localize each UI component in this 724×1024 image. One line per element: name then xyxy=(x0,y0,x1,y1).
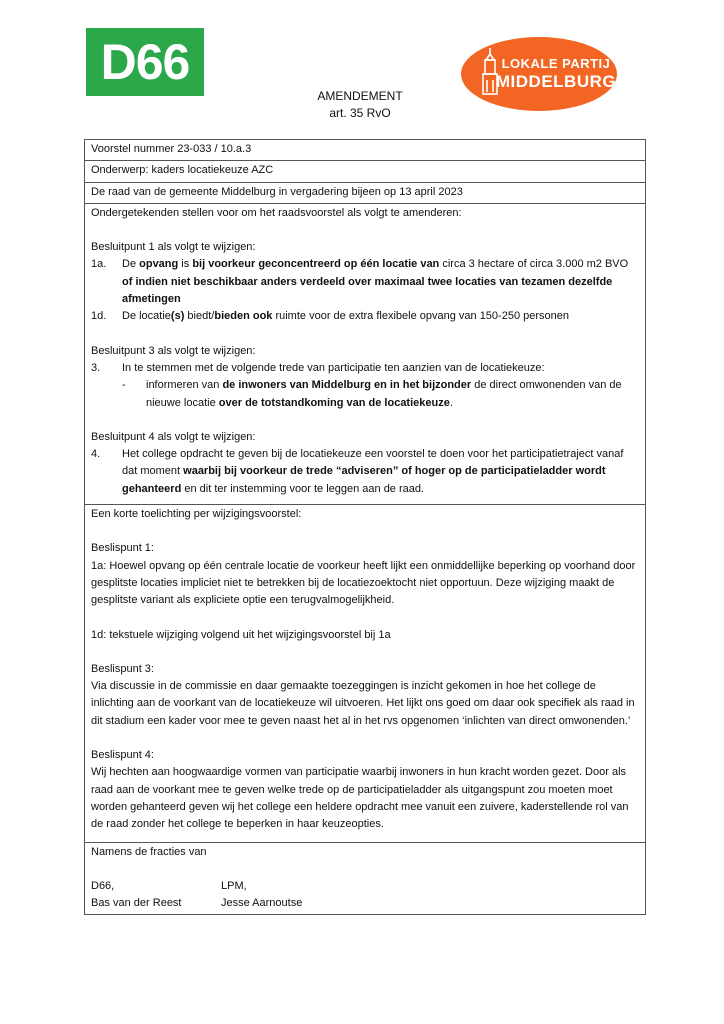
item-text: In te stemmen met de volgende trede van participatie ten aanzien van de locatiekeuze: xyxy=(122,361,545,374)
explanation-intro: Een korte toelichting per wijzigingsvoorstel: xyxy=(91,508,302,521)
beslispunt-3-text: Via discussie in de commissie en daar gemaakte toezeggingen is inzicht gekomen in hoe het college de inlichting aan de voorkant van de locatiekeuze wil uitvoeren. Het lijkt ons goed om daar ook specifiek als raad in dit stadium een kader voor mee te geven naast het al in het rvs opgenomen ‘inlichten van direct omwonenden.’ xyxy=(91,680,635,727)
item-3 xyxy=(91,360,639,377)
council-meeting-row: De raad van de gemeente Middelburg in vergadering bijeen op 13 april 2023 xyxy=(85,183,645,204)
item-1d xyxy=(91,308,639,325)
document-subtitle: art. 35 RvO xyxy=(329,106,391,120)
beslispunt-4-heading: Beslispunt 4: xyxy=(91,749,154,762)
svg-text:MIDDELBURG: MIDDELBURG xyxy=(495,72,617,91)
amendment-table xyxy=(84,139,646,915)
document-heading xyxy=(280,88,440,122)
besluitpunt-1-heading: Besluitpunt 1 als volgt te wijzigen: xyxy=(91,241,256,254)
amendment-intro: Ondergetekenden stellen voor om het raadsvoorstel als volgt te amenderen: xyxy=(91,206,462,219)
item-number: 3. xyxy=(91,361,101,374)
signature-names xyxy=(91,895,639,912)
amendment-body xyxy=(85,204,645,505)
proposal-number-row: Voorstel nummer 23-033 / 10.a.3 xyxy=(85,140,645,161)
d66-logo-text: D66 xyxy=(100,34,190,90)
subitem-text: informeren van de inwoners van Middelburg en in het bijzonder de direct omwonenden van de nieuwe locatie over de totstandkoming van de locatiekeuze. xyxy=(146,379,622,409)
signatures-section xyxy=(85,843,645,915)
lokale-partij-middelburg-logo xyxy=(460,36,618,112)
beslispunt-1d-text: 1d: tekstuele wijziging volgend uit het wijzigingsvoorstel bij 1a xyxy=(91,628,391,641)
bullet-dash: - xyxy=(122,379,126,392)
svg-text:LOKALE PARTIJ: LOKALE PARTIJ xyxy=(501,56,611,71)
besluitpunt-3-heading: Besluitpunt 3 als volgt te wijzigen: xyxy=(91,344,256,357)
signature-parties xyxy=(91,878,639,895)
beslispunt-4-text: Wij hechten aan hoogwaardige vormen van participatie waarbij inwoners in hun kracht worden gezet. Door als raad aan de voorkant mee te geven welke trede op de participatieladder als uitgangspunt zou moeten moet worden gehanteerd geven wij het college een heldere opdracht mee vanuit een zuivere, kaderstellende rol van de raad zonder het college te beperken in haar keuzeopties. xyxy=(91,766,629,831)
signatures-intro: Namens de fracties van xyxy=(91,845,207,858)
item-text: De opvang is bij voorkeur geconcentreerd op één locatie van circa 3 hectare of circa 3.000 m2 BVO of indien niet beschikbaar anders verdeeld over maximaal twee locaties van tezamen dezelfde afmetingen xyxy=(122,258,629,306)
item-number: 1a. xyxy=(91,258,107,271)
explanation-section xyxy=(85,505,645,842)
item-4 xyxy=(91,446,639,498)
item-text: De locatie(s) biedt/bieden ook ruimte voor de extra flexibele opvang van 150-250 personen xyxy=(122,310,569,323)
party-lpm: LPM, xyxy=(221,879,247,892)
signatory-d66: Bas van der Reest xyxy=(91,897,182,910)
besluitpunt-4-heading: Besluitpunt 4 als volgt te wijzigen: xyxy=(91,430,256,443)
beslispunt-1-heading: Beslispunt 1: xyxy=(91,542,154,555)
subject-row: Onderwerp: kaders locatiekeuze AZC xyxy=(85,161,645,182)
party-d66: D66, xyxy=(91,879,115,892)
beslispunt-3-heading: Beslispunt 3: xyxy=(91,662,154,675)
d66-logo xyxy=(86,28,204,96)
item-1a xyxy=(91,256,639,308)
signatory-lpm: Jesse Aarnoutse xyxy=(221,897,303,910)
item-number: 4. xyxy=(91,448,101,461)
item-text: Het college opdracht te geven bij de locatiekeuze een voorstel te doen voor het participatietraject vanaf dat moment waarbij bij voorkeur de trede “adviseren” of hoger op de participatieladder wordt gehanteerd en dit ter instemming voor te leggen aan de raad. xyxy=(122,448,624,495)
beslispunt-1-text: 1a: Hoewel opvang op één centrale locatie de voorkeur heeft lijkt een onmiddellijke beperking op voorhand door gesplitste locaties impliciet niet te betrekken bij de locatiezoektocht niet opportuun. Deze wijziging maakt de gesplitste variant als expliciete optie een terugvalmogelijkheid. xyxy=(91,559,636,607)
item-3-subitem xyxy=(91,377,639,412)
item-number: 1d. xyxy=(91,310,107,323)
document-title: AMENDEMENT xyxy=(317,89,403,103)
